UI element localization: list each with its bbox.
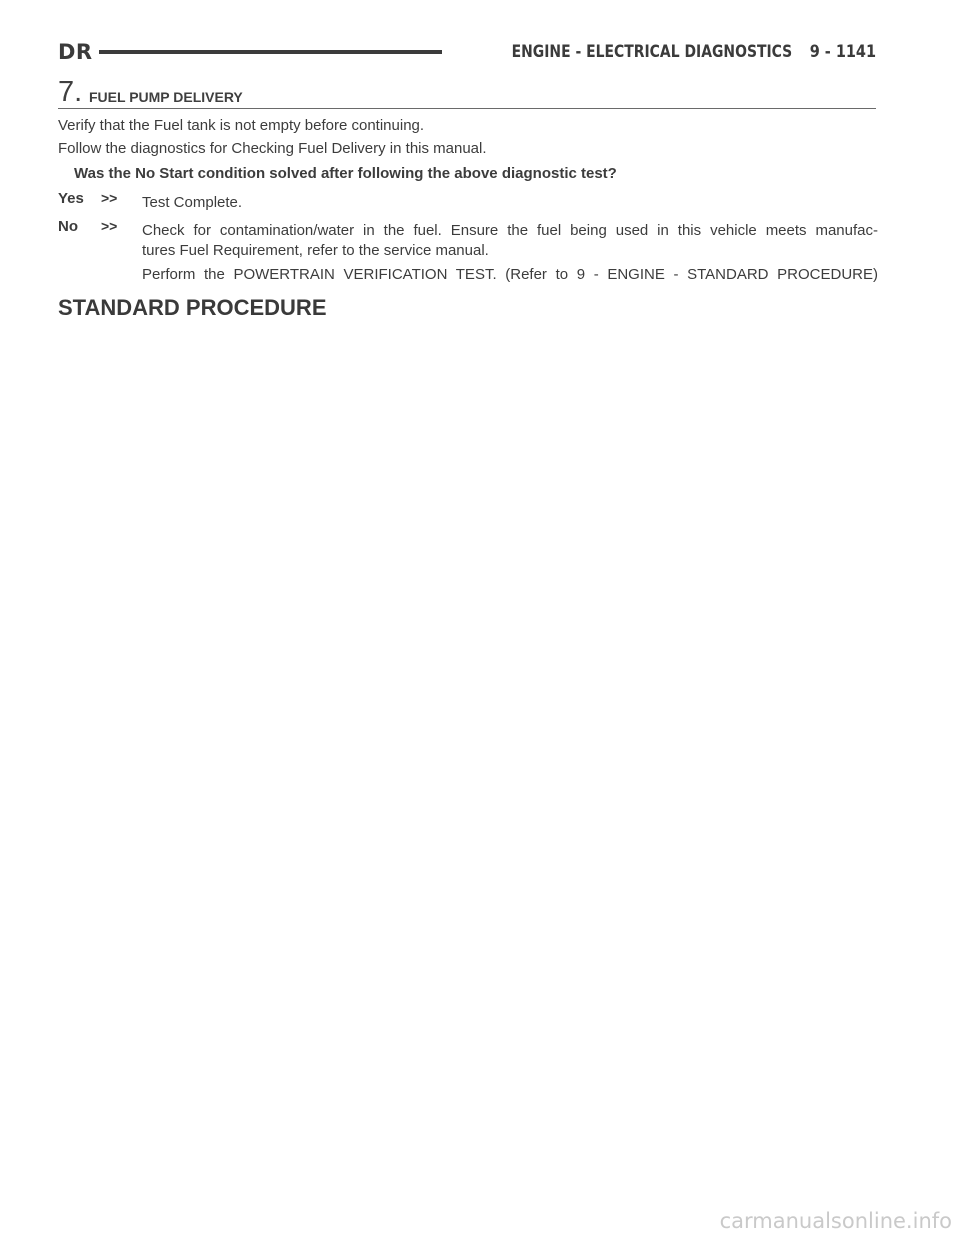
answer-no-text-line-2: tures Fuel Requirement, refer to the service manual.: [142, 242, 489, 259]
diagnostic-question: Was the No Start condition solved after following the above diagnostic test?: [74, 165, 617, 182]
header-section-title: ENGINE - ELECTRICAL DIAGNOSTICS: [511, 42, 792, 62]
answer-yes-label: Yes: [58, 190, 84, 207]
answer-no-label: No: [58, 218, 78, 235]
instruction-verify-tank: Verify that the Fuel tank is not empty before continuing.: [58, 117, 425, 134]
answer-no-arrow: >>: [101, 218, 118, 234]
header-rule: [99, 50, 442, 54]
step-heading: [58, 77, 876, 109]
footer-watermark: carmanualsonline.info: [719, 1209, 952, 1233]
instruction-follow-diagnostics: Follow the diagnostics for Checking Fuel Delivery in this manual.: [58, 140, 487, 157]
step-number: 7.: [58, 76, 83, 108]
section-heading: STANDARD PROCEDURE: [58, 295, 327, 320]
answer-no-text-line-3: Perform the POWERTRAIN VERIFICATION TEST. (Refer to 9 - ENGINE - STANDARD PROCEDURE): [142, 266, 878, 283]
answer-yes-arrow: >>: [101, 190, 118, 206]
step-title: FUEL PUMP DELIVERY: [89, 89, 243, 105]
page-header: [58, 38, 876, 66]
answer-no-text-line-1: Check for contamination/water in the fuel. Ensure the fuel being used in this vehicle meets manufac-: [142, 222, 878, 239]
header-page-number: 9 - 1141: [809, 42, 876, 62]
header-model-code: DR: [58, 40, 93, 64]
answer-yes-text: Test Complete.: [142, 194, 243, 211]
